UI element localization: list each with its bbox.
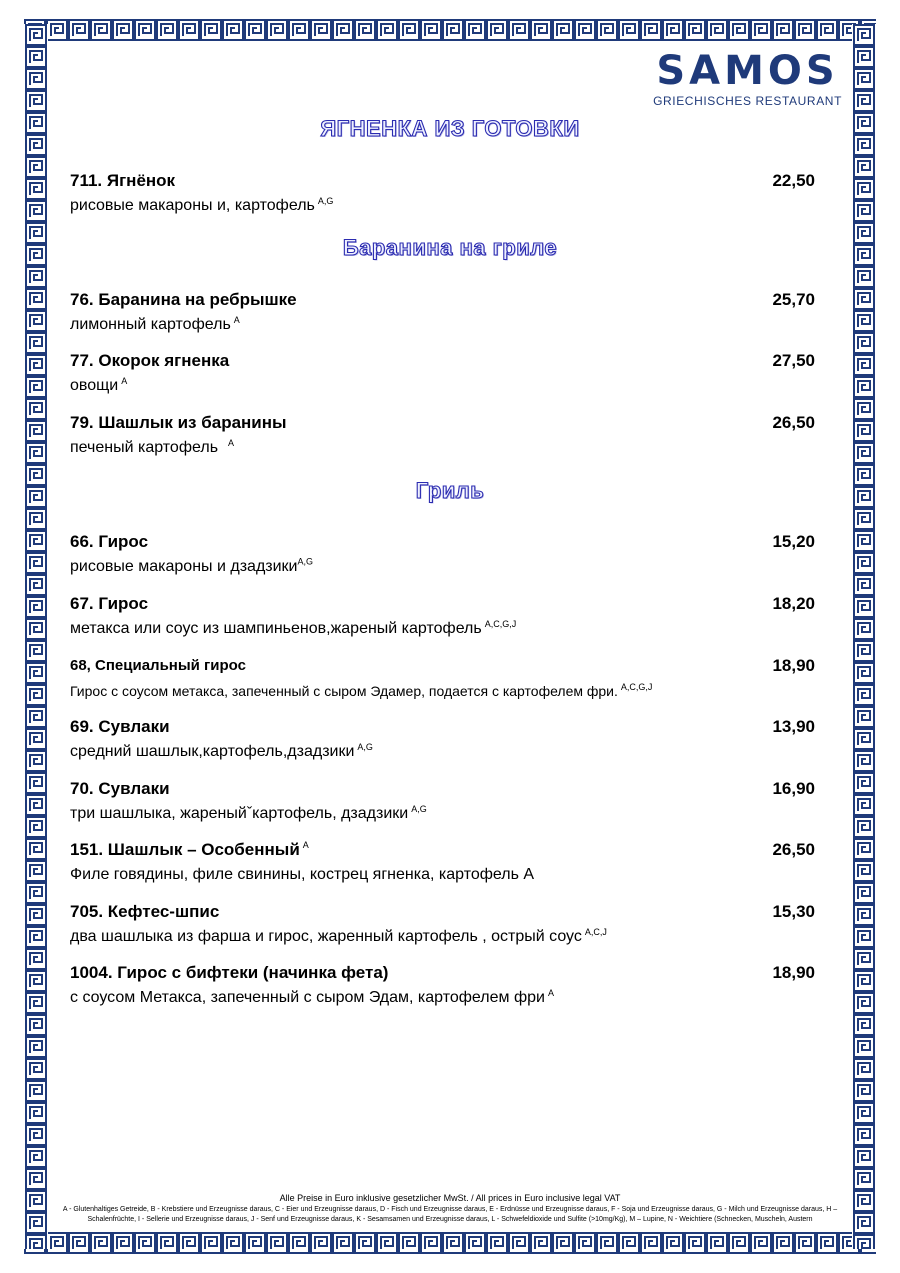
allergen-codes: A,G <box>357 741 373 752</box>
item-price: 18,90 <box>772 963 815 982</box>
item-price: 18,90 <box>772 656 815 675</box>
footer-vat-note: Alle Preise in Euro inklusive gesetzlicher MwSt. / All prices in Euro inclusive legal VAT <box>279 1193 621 1203</box>
item-description: Филе говядины, филе свинины, кострец ягненка, картофель А <box>70 866 535 883</box>
allergen-codes: A,G <box>297 556 313 567</box>
menu-item <box>70 656 815 701</box>
item-price: 22,50 <box>772 171 815 190</box>
item-name: 76. Баранина на ребрышке <box>70 290 297 309</box>
allergen-codes: A <box>233 314 240 325</box>
item-description: рисовые макароны и, картофель $^{A,G}$ <box>70 195 334 214</box>
allergen-codes: A <box>547 987 554 998</box>
allergen-legend-line: Schalenfrüchte, I - Sellerie und Erzeugnisse daraus, J - Senf und Erzeugnisse daraus, K - Sesamsamen und Erzeugnisse daraus, L - Schwefeldioxide und Sulfite (>10mg/Kg), M – Lupine, N - Weichtiere (Schnecken, Muscheln, Austern <box>87 1216 813 1223</box>
item-name: 1004. Гирос с бифтеки (начинка фета) <box>70 963 389 982</box>
item-name: 151. Шашлык – Особенный $^A$ <box>70 840 309 859</box>
menu-item <box>70 171 815 216</box>
menu-item <box>70 902 815 947</box>
item-name: 711. Ягнёнок <box>70 171 176 190</box>
menu-item <box>70 840 815 885</box>
allergen-codes: A,C,J <box>584 926 607 937</box>
logo-subtitle: GRIECHISCHES RESTAURANT <box>653 94 842 108</box>
item-price: 15,20 <box>772 532 815 551</box>
item-description: рисовые макароны и дзадзики$^{A,G}$ <box>70 556 313 575</box>
item-price: 13,90 <box>772 717 815 736</box>
allergen-codes: A <box>302 840 309 851</box>
greek-key-border-bottom <box>24 1231 876 1255</box>
item-price: 26,50 <box>772 413 815 432</box>
item-description: овощи $^A$ <box>70 375 128 394</box>
section-title-lamb-stew: ЯГНЕНКА ИЗ ГОТОВКИ <box>320 116 580 141</box>
item-name: 79. Шашлык из баранины <box>70 413 287 432</box>
allergen-codes: A <box>228 437 235 448</box>
section-title-grill: Гриль <box>415 478 485 503</box>
item-name: 69. Сувлаки <box>70 717 170 736</box>
greek-key-border-top <box>24 18 876 42</box>
item-description: лимонный картофель $^A$ <box>70 314 240 333</box>
greek-key-border-left <box>24 24 48 1249</box>
item-name: 67. Гирос <box>70 594 149 613</box>
item-price: 15,30 <box>772 902 815 921</box>
item-description: метакса или соус из шампиньенов,жареный картофель $^{A,C,G,J}$ <box>70 618 517 637</box>
item-price: 26,50 <box>772 840 815 859</box>
item-name: 705. Кефтес-шпис <box>70 902 220 921</box>
item-name: 68, Специальный гирос <box>70 657 246 674</box>
allergen-codes: A,G <box>317 195 334 206</box>
item-description: с соусом Метакса, запеченный с сыром Эдам, картофелем фри $^A$ <box>70 987 554 1006</box>
menu-item <box>70 290 815 335</box>
item-price: 16,90 <box>772 779 815 798</box>
allergen-codes: A <box>121 375 128 386</box>
item-price: 25,70 <box>772 290 815 309</box>
item-name: 77. Окорок ягненка <box>70 351 230 370</box>
greek-key-border-right <box>852 24 876 1249</box>
allergen-codes: A,C,G,J <box>484 618 517 629</box>
allergen-codes: A,C,G,J <box>620 682 653 693</box>
menu-item <box>70 532 815 577</box>
item-description: два шашлыка из фарша и гирос, жаренный картофель , острый соус $^{A,C,J}$ <box>70 926 607 945</box>
footer-allergen-legend <box>60 1205 840 1225</box>
item-description: средний шашлык,картофель,дзадзики $^{A,G}$ <box>70 741 373 760</box>
menu-item <box>70 717 815 762</box>
item-name: 70. Сувлаки <box>70 779 170 798</box>
logo-name: SAMOS <box>656 48 839 94</box>
menu-item <box>70 594 815 639</box>
menu-item <box>70 963 815 1008</box>
item-description: печеный картофель $^A$ <box>70 437 235 456</box>
item-price: 27,50 <box>772 351 815 370</box>
item-price: 18,20 <box>772 594 815 613</box>
item-description: Гирос с соусом метакса, запеченный с сыром Эдамер, подается с картофелем фри. $^{A,C,G,J}$ <box>70 682 653 699</box>
item-description: три шашлыка, жареныйˇкартофель, дзадзики $^{A,G}$ <box>70 803 427 822</box>
allergen-codes: A,G <box>411 803 427 814</box>
menu-item <box>70 351 815 396</box>
menu-item <box>70 779 815 824</box>
menu-item <box>70 413 815 458</box>
item-name: 66. Гирос <box>70 532 149 551</box>
restaurant-logo <box>653 50 842 108</box>
allergen-legend-line: A - Glutenhaltiges Getreide, B - Krebstiere und Erzeugnisse daraus, C - Eier und Erzeugnisse daraus, D - Fisch und Erzeugnisse daraus, E - Erdnüsse und Erzeugnisse daraus, F - Soja und Erzeugnisse daraus, G - Milch und Erzeugnisse daraus, H – <box>62 1206 838 1213</box>
section-title-grilled-lamb: Баранина на гриле <box>342 235 558 260</box>
